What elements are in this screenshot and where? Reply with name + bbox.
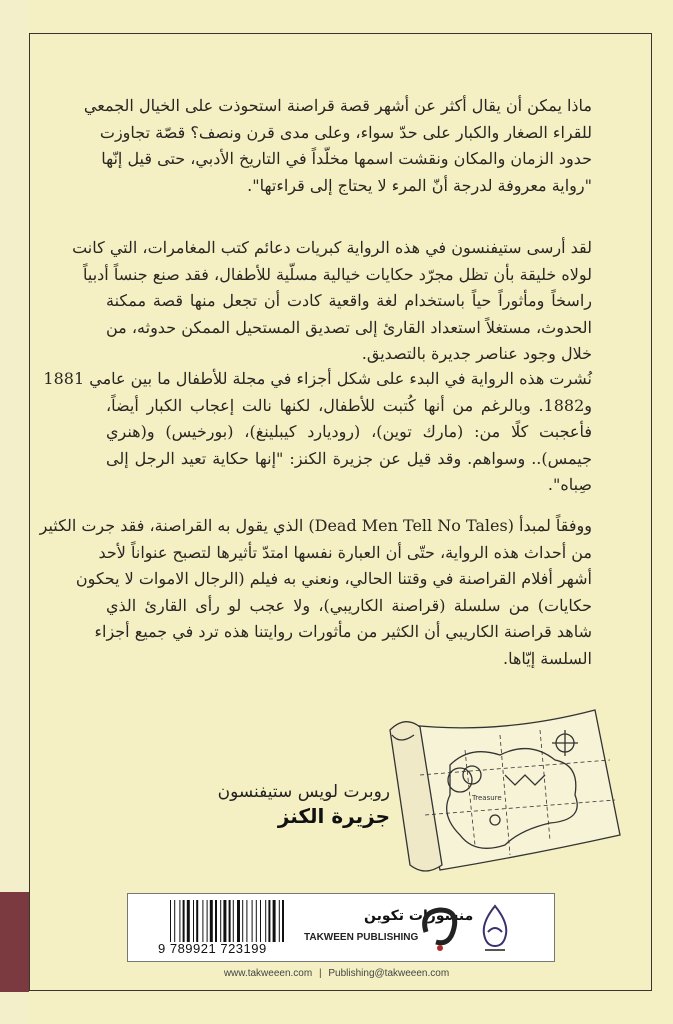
text-line: "رواية معروفة لدرجة أنّ المرء لا يحتاج إلى قراءتها".: [247, 175, 592, 195]
barcode-bar: [242, 900, 243, 942]
barcode-bar: [233, 900, 234, 942]
text-line: لقد أرسى ستيفنسون في هذه الرواية كبريات دعائم كتب المغامرات، التي كانت: [72, 238, 592, 257]
barcode-bar: [196, 900, 198, 942]
text-line: راسخاً ومأثوراً حياً باستخدام لغة واقعية كادت أن تجعل منها قصة ممكنة: [106, 291, 592, 310]
paragraph-4: [39, 513, 592, 672]
book-title: جزيرة الكنز: [277, 804, 390, 828]
barcode-bar: [174, 900, 175, 942]
barcode-bar: [256, 900, 257, 942]
barcode-bar: [215, 900, 217, 942]
barcode-bar: [170, 900, 171, 942]
publisher-name-english: TAKWEEN PUBLISHING: [304, 932, 419, 943]
barcode-bar: [260, 900, 261, 942]
partner-logo-icon: [478, 902, 512, 954]
barcode-bar: [273, 900, 276, 942]
text-line: فأعجبت كلًا من: (مارك توين)، (روديارد كيبلينغ)، (بورخيس) و(هنري: [106, 422, 592, 441]
separator: |: [318, 968, 322, 979]
isbn-number: 9 789921 723199: [158, 941, 267, 956]
text-line: الحدوث، مستغلاً استعداد القارئ إلى تصديق المستحيل الممكن حدوثه، من: [106, 317, 592, 337]
text-line: شاهد قراصنة الكاريبي أن الكثير من مأثورات روايتنا هذه ترد في جميع أجزاء: [94, 622, 592, 641]
barcode-strip: [127, 893, 555, 962]
text-line: خلال وجود عناصر جديرة بالتصديق.: [361, 344, 592, 363]
barcode-bar: [268, 900, 270, 942]
barcode-bar: [282, 900, 284, 942]
barcode-bar: [187, 900, 190, 942]
text-line: حدود الزمان والمكان ونقشت اسمها مخلّداً في التاريخ الأدبي، حتى قيل إنّها: [101, 149, 592, 168]
barcode-bar: [237, 900, 240, 942]
text-line: نُشرت هذه الرواية في البدء على شكل أجزاء في مجلة للأطفال ما بين عامي 1881: [43, 369, 592, 388]
title-block: [218, 782, 390, 828]
barcode-bar: [193, 900, 194, 942]
paragraph-2: [72, 235, 592, 368]
text-line: لولاه خليقة بأن تظل مجرّد حكايات خيالية مسلّية للأطفال، فقد صنع جنساً أدبياً: [83, 264, 592, 284]
publisher-name-arabic: منشورات تكوين: [364, 908, 474, 924]
footer-contact: [0, 968, 673, 979]
text-line: السلسة إيّاها.: [503, 648, 592, 668]
barcode-bar: [265, 900, 266, 942]
text-line: أشهر أفلام القراصنة في وقتنا الحالي، ونعني به فيلم (الرجال الاموات لا يحكون: [75, 569, 592, 588]
barcode-bar: [207, 900, 208, 942]
takween-logo-icon: [418, 902, 460, 954]
map-label: Treasure: [472, 794, 502, 802]
barcode-bar: [183, 900, 185, 942]
text-line: للقراء الصغار والكبار على حدّ سواء، وعلى مدى قرن ونصف؟ قصّة تجاوزت: [99, 122, 592, 142]
barcode-bar: [179, 900, 180, 942]
text-line: من أحداث هذه الرواية، حتّى أن العبارة نفسها امتدّ تأثيرها لتصبح عنواناً لأحد: [98, 542, 592, 562]
barcode-bar: [252, 900, 253, 942]
barcode-bar: [279, 900, 280, 942]
barcode-bar: [229, 900, 231, 942]
barcode-bar: [210, 900, 213, 942]
barcode-bar: [246, 900, 247, 942]
barcode-bar: [220, 900, 221, 942]
author-name: روبرت لويس ستيفنسون: [217, 782, 390, 802]
text-line: صِباه".: [547, 475, 592, 494]
paragraph-3: [43, 366, 592, 499]
website-link[interactable]: www.takweeen.com: [223, 968, 313, 979]
spine-strip: [0, 0, 29, 1024]
paragraph-1: [83, 93, 592, 199]
text-line: حكايات) من سلسلة (قراصنة الكاريبي)، ولا عجب لو رأى القارئ الذي: [106, 595, 592, 615]
barcode-bar: [223, 900, 226, 942]
text-line: ووفقاً لمبدأ (Dead Men Tell No Tales) الذي يقول به القراصنة، فقد جرت الكثير: [39, 516, 592, 535]
text-line: جيمس).. وسواهم. وقد قيل عن جزيرة الكنز: "إنها حكاية تعيد الرجل إلى: [106, 448, 592, 468]
barcode-bar: [202, 900, 203, 942]
treasure-map-illustration: [380, 705, 628, 875]
text-line: ماذا يمكن أن يقال أكثر عن أشهر قصة قراصنة استحوذت على الخيال الجمعي: [83, 96, 592, 115]
email-link[interactable]: Publishing@takweeen.com: [328, 968, 450, 979]
barcode: [170, 900, 285, 942]
text-line: و1882. وبالرغم من أنها كُتبت للأطفال، لكنها نالت إعجاب الكبار أيضاً،: [106, 395, 592, 415]
